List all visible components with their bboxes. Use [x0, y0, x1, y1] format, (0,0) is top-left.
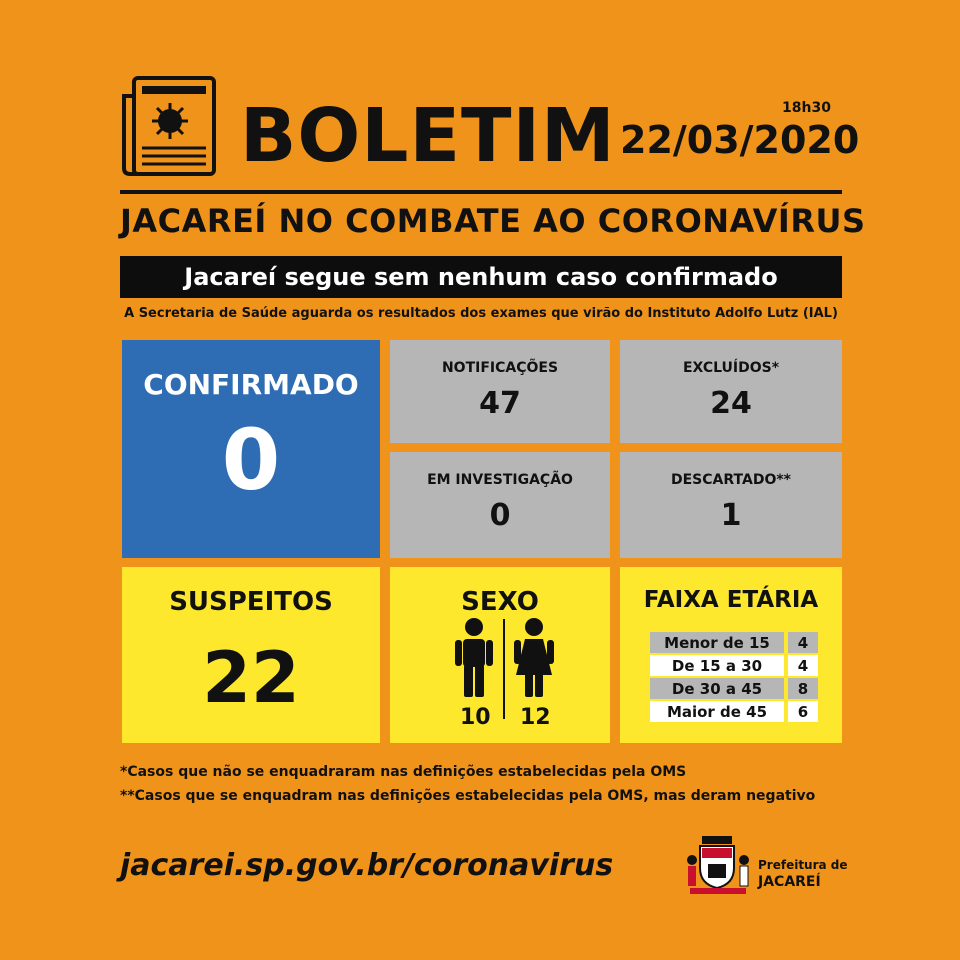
discarded-card	[620, 452, 842, 558]
age-range: Maior de 45	[650, 701, 784, 722]
confirmed-label: CONFIRMADO	[143, 368, 359, 401]
subtitle: JACAREÍ NO COMBATE AO CORONAVÍRUS	[120, 202, 866, 240]
excluded-value: 24	[710, 386, 752, 421]
investigation-card	[390, 452, 610, 558]
bulletin-date: 22/03/2020	[620, 118, 860, 162]
header-divider	[120, 190, 842, 194]
sex-card	[390, 567, 610, 743]
city-name: JACAREÍ	[758, 874, 821, 890]
male-count: 10	[460, 705, 491, 730]
male-icon	[454, 617, 494, 699]
prefeitura-label: Prefeitura de	[758, 858, 848, 872]
discarded-value: 1	[720, 498, 742, 533]
female-count: 12	[520, 705, 551, 730]
footnote-excluded: *Casos que não se enquadraram nas definições estabelecidas pela OMS	[120, 764, 687, 780]
sex-divider	[503, 619, 505, 719]
table-row	[650, 655, 818, 676]
suspects-value: 22	[202, 637, 300, 719]
age-table	[650, 630, 818, 724]
table-row	[650, 678, 818, 699]
investigation-value: 0	[489, 498, 511, 533]
age-count: 4	[784, 655, 818, 676]
page-title: BOLETIM	[240, 93, 616, 179]
footnote-discarded: **Casos que se enquadram nas definições estabelecidas pela OMS, mas deram negativo	[120, 788, 816, 804]
notifications-value: 47	[479, 386, 521, 421]
confirmed-value: 0	[221, 411, 281, 509]
bulletin-time: 18h30	[782, 100, 831, 116]
age-card	[620, 567, 842, 743]
table-row	[650, 632, 818, 653]
female-icon	[514, 617, 554, 699]
investigation-label: EM INVESTIGAÇÃO	[427, 472, 573, 488]
website-link[interactable]: jacarei.sp.gov.br/coronavirus	[120, 848, 614, 883]
age-count: 8	[784, 678, 818, 699]
excluded-card	[620, 340, 842, 443]
table-row	[650, 701, 818, 722]
excluded-label: EXCLUÍDOS*	[682, 360, 780, 376]
confirmed-card	[122, 340, 380, 558]
info-note: A Secretaria de Saúde aguarda os resultados dos exames que virão do Instituto Adolfo Lutz (IAL)	[124, 306, 838, 321]
suspects-label: SUSPEITOS	[169, 587, 333, 617]
age-label: FAIXA ETÁRIA	[643, 587, 819, 613]
age-range: De 30 a 45	[650, 678, 784, 699]
age-count: 4	[784, 632, 818, 653]
newspaper-virus-icon	[120, 76, 216, 176]
notifications-label: NOTIFICAÇÕES	[441, 360, 559, 376]
city-crest-icon	[684, 830, 752, 898]
suspects-card	[122, 567, 380, 743]
age-range: Menor de 15	[650, 632, 784, 653]
sex-label: SEXO	[461, 587, 539, 617]
discarded-label: DESCARTADO**	[671, 472, 791, 488]
headline-banner: Jacareí segue sem nenhum caso confirmado	[120, 256, 842, 298]
notifications-card	[390, 340, 610, 443]
age-count: 6	[784, 701, 818, 722]
age-range: De 15 a 30	[650, 655, 784, 676]
